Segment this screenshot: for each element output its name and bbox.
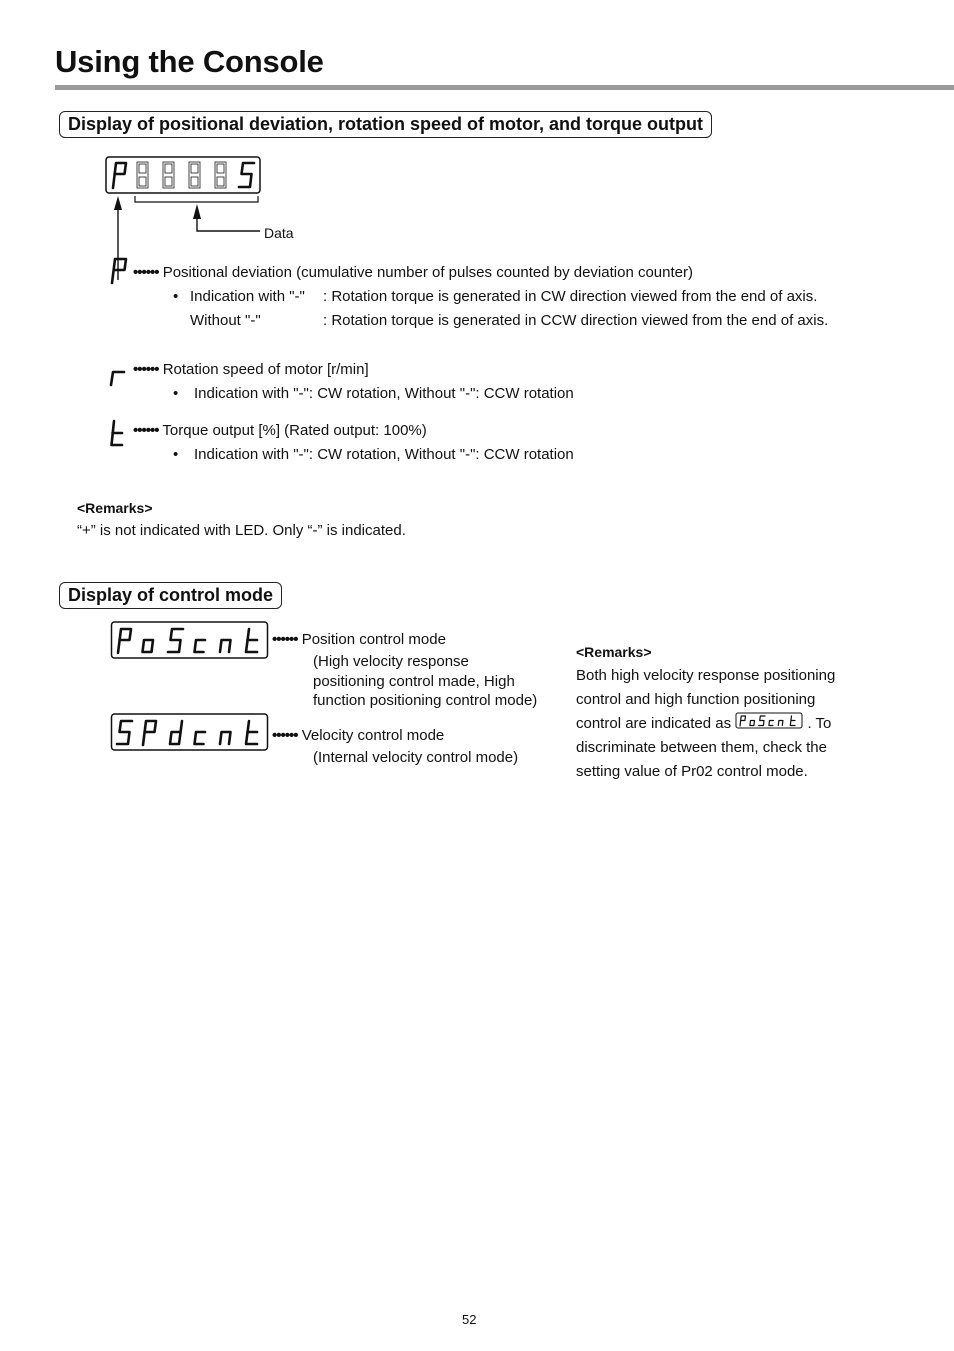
remarks-line <box>576 712 835 736</box>
section-heading-control-mode: Display of control mode <box>59 582 282 609</box>
led-digit-p-icon <box>143 721 156 745</box>
remarks-line: discriminate between them, check the <box>576 739 827 756</box>
led-display-frame <box>106 157 260 193</box>
remarks-line: setting value of Pr02 control mode. <box>576 763 808 780</box>
data-label: Data <box>264 225 294 241</box>
mode-title: Velocity control mode <box>301 727 445 744</box>
item-rotation-speed <box>133 361 369 379</box>
inline-poscnt-display-icon <box>735 712 803 730</box>
mode-description-line: positioning control made, High <box>313 672 515 690</box>
title-rule <box>55 85 954 90</box>
indication-label: Indication with "-" <box>190 288 305 305</box>
indication-line: Indication with "-": CW rotation, Without "-": CCW rotation <box>194 446 574 463</box>
data-leader-line <box>197 219 260 231</box>
led-digit-ghost-icon <box>163 162 174 188</box>
remarks-line-part: . To <box>807 715 832 732</box>
led-digit-t-icon <box>246 721 257 744</box>
item-torque-output <box>133 422 427 440</box>
mode-description <box>313 652 537 711</box>
mode-description-line: (High velocity response <box>313 653 469 670</box>
remarks-title: <Remarks> <box>576 644 652 660</box>
led-display-spdcnt <box>110 712 272 754</box>
led-digit-c-icon <box>195 640 206 652</box>
item-title: Rotation speed of motor [r/min] <box>162 361 369 378</box>
indication-desc: : Rotation torque is generated in CW direction viewed from the end of axis. <box>323 288 818 305</box>
remarks-line-part: control are indicated as <box>576 715 732 732</box>
led-digit-c-icon <box>195 732 206 744</box>
led-digit-ghost-icon <box>215 162 226 188</box>
bullet: • <box>173 385 179 402</box>
item-title: Positional deviation (cumulative number of pulses counted by deviation counter) <box>162 264 693 281</box>
mode-velocity-control <box>272 727 444 745</box>
data-bracket <box>135 196 258 202</box>
item-positional-deviation <box>133 264 693 282</box>
dot-leader: •••••• <box>272 727 298 744</box>
bullet: • <box>173 288 179 305</box>
dot-leader: •••••• <box>272 631 298 648</box>
data-arrow-icon <box>193 204 201 219</box>
led-digit-5-icon <box>239 163 254 187</box>
remarks-text: “+” is not indicated with LED. Only “-” is indicated. <box>77 522 406 539</box>
led-digit-n-icon <box>220 732 231 744</box>
page-title: Using the Console <box>55 44 324 79</box>
dot-leader: •••••• <box>133 264 159 281</box>
mode-description-line: function positioning control mode) <box>313 692 538 709</box>
dot-leader: •••••• <box>133 422 159 439</box>
led-digit-p-icon <box>118 629 131 653</box>
dot-leader: •••••• <box>133 361 159 378</box>
led-symbol-t-icon <box>107 418 129 450</box>
led-symbol-p-icon <box>108 256 132 286</box>
led-display-poscnt <box>110 620 272 662</box>
indication-label: Without "-" <box>190 312 261 329</box>
remarks-line: Both high velocity response positioning <box>576 667 836 684</box>
led-digit-p-icon <box>113 163 126 188</box>
led-digit-ghost-icon <box>189 162 200 188</box>
remarks-body <box>576 664 835 784</box>
led-digit-n-icon <box>220 640 231 652</box>
bullet: • <box>173 446 179 463</box>
mode-title: Position control mode <box>301 631 446 648</box>
led-digit-s-icon <box>117 721 132 744</box>
led-digit-o-icon <box>143 640 154 652</box>
page-number: 52 <box>462 1312 477 1327</box>
item-title: Torque output [%] (Rated output: 100%) <box>162 422 427 439</box>
indication-desc: : Rotation torque is generated in CCW direction viewed from the end of axis. <box>323 312 829 329</box>
mode-position-control <box>272 631 446 649</box>
led-symbol-r-icon <box>107 364 129 388</box>
mode-description-line: (Internal velocity control mode) <box>313 749 519 766</box>
led-digit-s-icon <box>168 629 183 652</box>
section-heading-display-deviation: Display of positional deviation, rotation speed of motor, and torque output <box>59 111 712 138</box>
led-digit-ghost-icon <box>137 162 148 188</box>
led-digit-d-icon <box>170 721 182 744</box>
remarks-line: control and high function positioning <box>576 691 816 708</box>
remarks-title: <Remarks> <box>77 500 153 516</box>
indication-line: Indication with "-": CW rotation, Without "-": CCW rotation <box>194 385 574 402</box>
led-digit-t-icon <box>246 629 257 652</box>
symbol-arrow-icon <box>114 196 122 210</box>
